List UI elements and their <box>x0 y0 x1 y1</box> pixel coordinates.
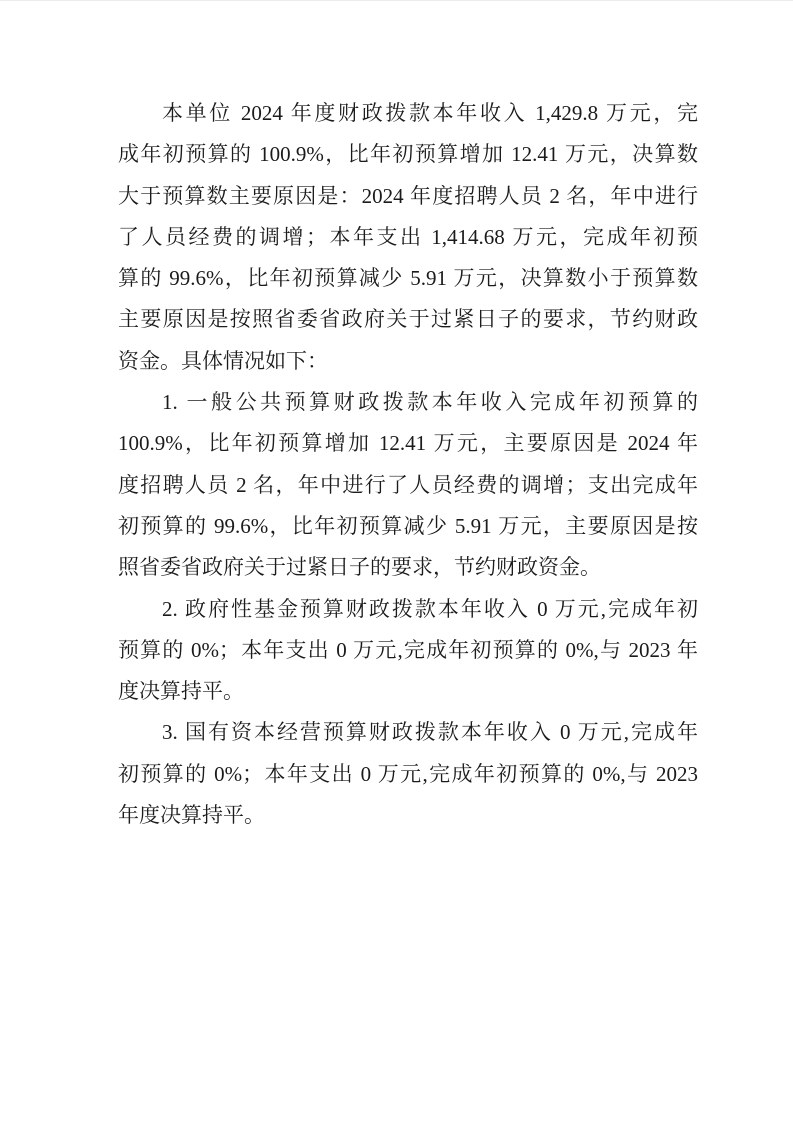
text-line: 2. 政府性基金预算财政拨款本年收入 0 万元,完成年初 <box>162 596 698 621</box>
text-line: 照省委省政府关于过紧日子的要求，节约财政资金。 <box>118 555 601 580</box>
text-line: 成年初预算的 100.9%，比年初预算增加 12.41 万元，决算数 <box>118 142 698 167</box>
text-line: 度决算持平。 <box>118 679 244 704</box>
text-line: 资金。具体情况如下： <box>118 348 328 373</box>
text-line: 主要原因是按照省委省政府关于过紧日子的要求，节约财政 <box>118 307 698 332</box>
text-line: 了人员经费的调增；本年支出 1,414.68 万元，完成年初预 <box>118 224 698 249</box>
text-line: 初预算的 99.6%，比年初预算减少 5.91 万元，主要原因是按 <box>118 513 698 538</box>
text-line: 年度决算持平。 <box>118 803 265 828</box>
text-line: 100.9%，比年初预算增加 12.41 万元，主要原因是 2024 年 <box>118 431 698 456</box>
text-line: 1. 一般公共预算财政拨款本年收入完成年初预算的 <box>162 390 698 415</box>
text-line: 本单位 2024 年度财政拨款本年收入 1,429.8 万元，完 <box>162 101 698 125</box>
text-line: 预算的 0%；本年支出 0 万元,完成年初预算的 0%,与 2023 年 <box>118 637 698 662</box>
text-line: 3. 国有资本经营预算财政拨款本年收入 0 万元,完成年 <box>162 720 698 745</box>
text-line: 初预算的 0%；本年支出 0 万元,完成年初预算的 0%,与 2023 <box>118 761 698 786</box>
body-text <box>118 93 698 836</box>
text-line: 大于预算数主要原因是：2024 年度招聘人员 2 名，年中进行 <box>118 183 698 208</box>
text-line: 度招聘人员 2 名，年中进行了人员经费的调增；支出完成年 <box>118 472 698 497</box>
text-line: 算的 99.6%，比年初预算减少 5.91 万元，决算数小于预算数 <box>118 266 698 291</box>
